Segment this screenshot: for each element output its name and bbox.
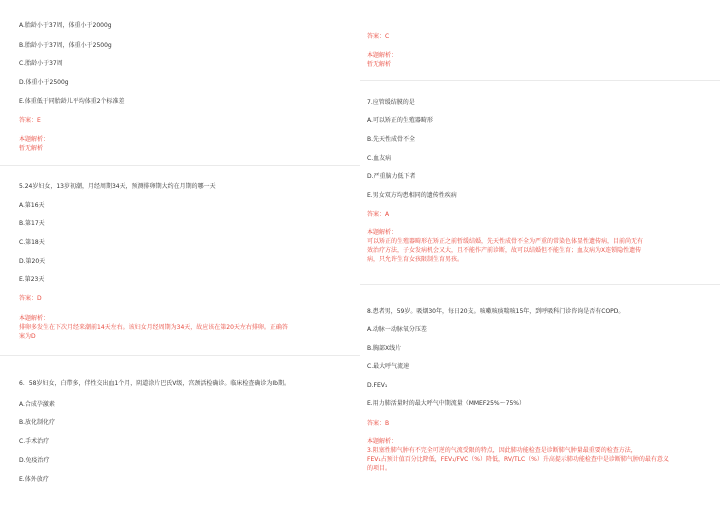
divider <box>360 80 720 81</box>
q5-analysis-line-1: 排卵多发生在下次月经来潮前14天左右。该妇女月经周期为34天，故应该在第20天左右排卵。正确答 <box>19 324 288 331</box>
q6-analysis-label: 本题解析： <box>367 52 398 59</box>
q6-option-e: E.体外放疗 <box>19 476 49 483</box>
q8-option-b: B.胸部X线片 <box>367 345 402 352</box>
q7-option-e: E.男女双方均患相同的遗传性疾病 <box>367 192 457 199</box>
q5-stem: 5.24岁妇女，13岁初潮，月经周期34天，预测排卵期大约在月期的哪一天 <box>19 183 216 190</box>
q7-analysis-label: 本题解析： <box>367 229 398 236</box>
q6-option-b: B.放化制化疗 <box>19 419 56 426</box>
q5-analysis-label: 本题解析： <box>19 315 50 322</box>
q8-option-e: E.用力肺活量时的最大呼气中期流量（MMEF25%～75%） <box>367 400 525 407</box>
q6-stem: 6．58岁妇女，白带多，伴性交出血1个月，阴道涂片巴氏Ⅴ级，宫颈活检确诊。临床检查确诊为Ⅰb期。 <box>19 380 290 387</box>
q6-option-c: C.手术治疗 <box>19 438 50 445</box>
q7-option-a: A.可以矫正的生殖器畸形 <box>367 117 433 124</box>
q8-stem: 8.患者男，59岁。吸烟30年，每日20支。咳嗽咳痰喘咳15年，到呼吸科门诊咨询是否有COPD。 <box>367 308 625 315</box>
q5-option-e: E.第23天 <box>19 276 45 283</box>
q5-analysis-line-2: 案为D <box>19 333 36 340</box>
q7-option-b: B.先天性成骨不全 <box>367 136 416 143</box>
q8-analysis-line-1: 3.阻塞性肺气肿有不完全可逆的气流受限的特点，因此肺功能检查是诊断肺气肿量最重要的检查方法， <box>367 447 637 454</box>
q7-option-c: C.血友病 <box>367 155 392 162</box>
q4-option-e: E.体重低于同胎龄儿平均体重2个标准差 <box>19 98 125 105</box>
q5-option-c: C.第18天 <box>19 239 45 246</box>
divider <box>0 165 360 166</box>
q7-analysis-line-2: 效治疗方法，子女发病机会又大，且不能作产前诊断，故可以结婚但不能生育；血友病为X连锁隐性遗传 <box>367 247 642 254</box>
q4-option-d: D.体重小于2500g <box>19 79 69 86</box>
q8-option-d: D.FEV₁ <box>367 382 388 389</box>
q7-option-d: D.严重脑力低下者 <box>367 173 416 180</box>
divider <box>0 355 360 356</box>
q6-analysis-text: 暂无解析 <box>367 61 392 68</box>
divider <box>360 284 720 285</box>
q5-answer: 答案：D <box>19 295 42 302</box>
q6-option-d: D.免疫治疗 <box>19 457 50 464</box>
q4-analysis-label: 本题解析： <box>19 136 50 143</box>
q5-option-b: B.第17天 <box>19 220 45 227</box>
q8-option-c: C.最大呼气流速 <box>367 363 410 370</box>
q4-option-b: B.胎龄小于37周，体重小于2500g <box>19 42 112 49</box>
q5-option-d: D.第20天 <box>19 258 46 265</box>
q7-answer: 答案：A <box>367 211 390 218</box>
q4-option-a: A.胎龄小于37周，体重小于2000g <box>19 22 112 29</box>
q5-option-a: A.第16天 <box>19 202 45 209</box>
q7-stem: 7.应管缓结膜的是 <box>367 99 415 106</box>
q4-answer: 答案：E <box>19 117 41 124</box>
q4-analysis-text: 暂无解析 <box>19 145 44 152</box>
q8-answer: 答案：B <box>367 420 390 427</box>
q7-analysis-line-3: 病，只允许生育女孩限制生育男孩。 <box>367 256 464 263</box>
q6-answer: 答案：C <box>367 33 390 40</box>
q6-option-a: A.合成孕激素 <box>19 401 55 408</box>
q8-analysis-line-2: FEV₁占预计值百分比降低，FEV₁/FVC（%）降低，RV/TLC（%）升高提示肺功能检查中是诊断肺气肿的最有意义 <box>367 456 669 463</box>
q8-analysis-label: 本题解析： <box>367 438 398 445</box>
q4-option-c: C.胎龄小于37周 <box>19 60 63 67</box>
q8-option-a: A.动脉一动脉氧分压差 <box>367 326 427 333</box>
q7-analysis-line-1: 可以矫正的生殖器畸形在矫正之前暂缓结婚，先天性成骨不全为严重的常染色体显性遗传病，目前尚无有 <box>367 238 644 245</box>
q8-analysis-line-3: 的项目。 <box>367 465 392 472</box>
